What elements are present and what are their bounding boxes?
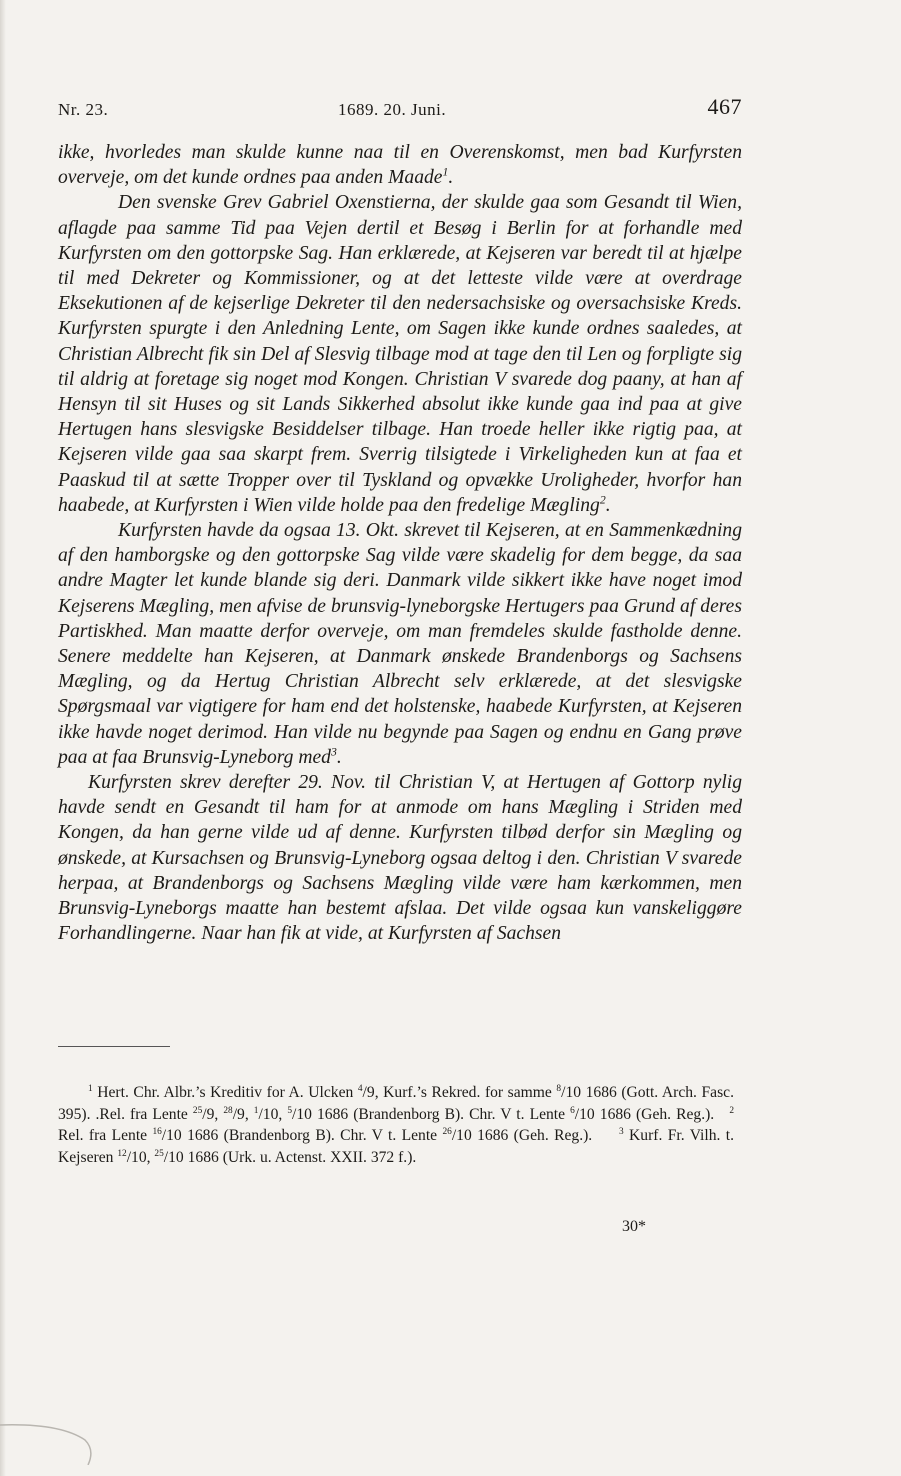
page-number: 467 [707,94,742,119]
fraction-den: /10 [126,1148,147,1166]
fraction-num: 8 [556,1083,562,1094]
fraction-den: /10 [258,1105,279,1123]
separator: , [244,1105,254,1123]
separator: , [146,1148,155,1166]
fraction-den: /9 [202,1105,215,1123]
fraction-num: 25 [192,1105,203,1116]
paragraph-1-text: ikke, hvorledes man skulde kunne naa til en Overenskomst, men bad Kurfyrsten overveje, om det kunde ordnes paa anden Maade [58,142,742,189]
fraction-num: 1 [253,1105,259,1116]
fraction-num: 16 [152,1126,162,1137]
fraction-den: /10 [561,1084,582,1101]
fraction-den: /10 [161,1127,182,1144]
header-date: 1689. 20. Juni. [338,100,447,119]
paragraph-2-end: . [605,494,611,516]
body-text [58,140,742,947]
footnote-2-text: Rel. fra Lente [58,1127,153,1144]
paragraph-3-text: Kurfyrsten havde da ogsaa 13. Okt. skrevet til Kejseren, at en Sammenkædning af den hamborgske og den gottorpske Sag vilde være skadelig for dem begge, da saa andre Magter let kunde blande sig deri. Danmark vilde sikkert ikke have noget imod Kejserens Mægling, men afvise de brunsvig-lyneborgske Hertugers paa Grund af deres Partiskhed. Man maatte derfor overveje, om man fremdeles skulde fastholde denne. Senere meddelte han Kejseren, at Danmark ønskede Brandenborgs og Sachsens Mægling, og da Hertug Christian Albrecht selv erklærede, at det slesvigske Spørgsmaal var vigtigere for ham end det holstenske, haabede Kurfyrsten, at Kejseren ikke havde noget derimod. Han vilde nu begynde paa Sagen og endnu en Gang prøve paa at faa Brunsvig-Lyneborg med [58,520,742,768]
paragraph-2-text: Den svenske Grev Gabriel Oxenstierna, der skulde gaa som Gesandt til Wien, aflagde paa samme Tid paa Vejen dertil et Besøg i Berlin for at forhandle med Kurfyrsten om den gottorpske Sag. Han erklærede, at Kejseren var beredt til at hjælpe til med Dekreter og Kommissioner, og at det letteste vilde være at overdrage Eksekutionen af de kejserlige Dekreter til den nedersachsiske og oversachsiske Kreds. Kurfyrsten spurgte i den Anledning Lente, om Sagen ikke kunde ordnes saaledes, at Christian Albrecht fik sin Del af Slesvig tilbage mod at tage den til Len og forpligte sig til aldrig at foretage sig noget mod Kongen. Christian V svarede dog paany, at han af Hensyn til sit Huses og sit Lands Sikkerhed absolut ikke kunde gaa ind paa at give Hertugen hans slesvigske Besiddelser tilbage. Han troede heller ikke rigtig paa, at Kejseren vilde gaa saa skarpt frem. Sverrig tilsigtede i Virkeligheden kun at faa et Paaskud til at sætte Tropper over til Tyskland og opvække Uroligheder, hvorfor han haabede, at Kurfyrsten i Wien vilde holde paa den fredelige Mægling [58,192,742,516]
footnote-1-number: 1 [88,1083,93,1094]
fraction-num: 5 [287,1105,293,1116]
footnote-1-text: , Kurf.’s Rekred. for samme [374,1084,557,1101]
paragraph-1 [58,140,742,190]
footnote-3-text: 1686 (Urk. u. Actenst. XXII. 372 f.). [183,1148,417,1166]
fraction-den: /9 [362,1084,375,1101]
fraction-den: /10 [292,1105,312,1123]
footnote-1-text: 1686 (Geh. Reg.). [594,1105,715,1123]
footnote-2-number: 2 [729,1105,735,1116]
page-curl-mark [0,1405,110,1465]
footnote-block [58,1082,734,1168]
fraction-num: 12 [117,1148,127,1159]
footnote-1-text: 1686 (Brandenborg B). Chr. V t. Lente [311,1105,571,1123]
separator: , [214,1105,224,1123]
paragraph-1-end: . [448,167,454,189]
paragraph-2 [58,190,742,518]
paragraph-4-text: Kurfyrsten skrev derefter 29. Nov. til Christian V, at Hertugen af Gottorp nylig havde sendt en Gesandt til ham for at anmode om hans Mægling i Striden med Kongen, da han gerne vilde ud af denne. Kurfyrsten tilbød derfor sin Mægling og ønskede, at Kursachsen og Brunsvig-Lyneborg ogsaa deltog i den. Christian V svarede herpaa, at Brandenborgs og Sachsens Mægling vilde være ham kærkommen, men Brunsvig-Lyneborgs maatte han bestemt afslaa. Det vilde ogsaa kun vanskeliggøre Forhandlingerne. Naar han fik at vide, at Kurfyrsten af Sachsen [58,772,742,945]
footnote-3-number: 3 [619,1126,624,1137]
fraction-num: 26 [442,1126,452,1137]
fraction-num: 28 [223,1105,233,1116]
fraction-num: 6 [570,1105,575,1116]
page-edge [0,0,6,1476]
footnote-1-text: 1686 (Gott. Arch. Fasc. 395). .Rel. fra Lente [58,1084,734,1123]
footnote-rule [58,1046,170,1047]
fraction-den: /10 [451,1127,472,1144]
footnote-2-text: 1686 (Geh. Reg.). [471,1127,593,1144]
footnote-ref-1: 1 [442,165,449,179]
document-number: Nr. 23. [58,100,109,119]
footnote-2-text: 1686 (Brandenborg B). Chr. V t. Lente [181,1127,443,1144]
footnote-ref-3: 3 [330,745,337,759]
paragraph-3-end: . [336,746,342,768]
footnotes [58,1082,734,1168]
paragraph-4 [58,770,742,946]
printer-signature: 30* [622,1218,646,1235]
footnote-ref-2: 2 [599,493,606,507]
paragraph-3 [58,518,742,770]
fraction-num: 25 [154,1148,164,1159]
running-header [58,94,742,124]
footnote-1-text: Hert. Chr. Albr.’s Kreditiv for A. Ulcken [92,1084,358,1101]
footnote-3-text: Kurf. Fr. Vilh. t. Kejseren [58,1127,734,1166]
fraction-den: /9 [232,1105,245,1123]
separator: , [278,1105,288,1123]
fraction-num: 4 [357,1083,363,1094]
fraction-den: /10 [163,1148,184,1166]
fraction-den: /10 [574,1105,595,1123]
